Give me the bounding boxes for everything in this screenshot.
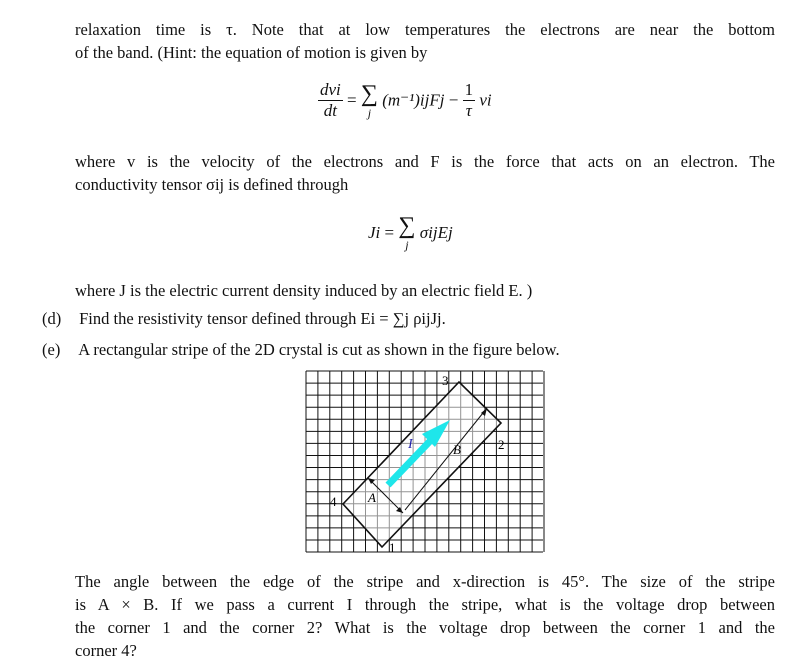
- eq1-lhs-denominator: dt: [323, 101, 337, 120]
- current-label: I: [408, 437, 413, 452]
- eq1-lhs-numerator: dvi: [320, 80, 341, 99]
- closing-paragraph: [75, 570, 775, 662]
- eq1-term: (m⁻¹)ijFj: [382, 90, 445, 110]
- closing-line-3: the corner 1 and the corner 2? What is the voltage drop between the corner 1 and the: [75, 618, 775, 637]
- closing-line-4: corner 4?: [75, 641, 137, 660]
- eq1-tail: vi: [479, 90, 492, 110]
- item-d: [42, 307, 446, 330]
- where-current-paragraph: [75, 279, 775, 302]
- item-e: [42, 338, 560, 361]
- corner-label-2: 2: [498, 437, 505, 452]
- eq1-damping-denominator: τ: [465, 101, 472, 120]
- eq2-term: σijEj: [419, 223, 453, 242]
- eq1-lhs-fraction: [318, 80, 343, 121]
- corner-label-4: 4: [330, 494, 337, 509]
- conductivity-equation: Ji = ∑ j σijEj: [368, 213, 453, 252]
- intro-paragraph: [75, 18, 775, 64]
- corner-label-3: 3: [442, 373, 449, 388]
- corner-label-1: 1: [389, 540, 396, 554]
- eq1-sum: ∑ j: [360, 80, 378, 120]
- dim-label-a: A: [368, 490, 376, 505]
- item-e-label: (e): [42, 340, 61, 359]
- where2-line: where J is the electric current density induced by an electric field E. ): [75, 281, 533, 300]
- intro-line-1: relaxation time is τ. Note that at low temperatures the electrons are near the bottom: [75, 20, 775, 39]
- where-velocity-paragraph: [75, 150, 775, 196]
- closing-line-1: The angle between the edge of the stripe and x-direction is 45°. The size of the stripe: [75, 572, 775, 591]
- eq2-lhs: Ji: [368, 223, 381, 242]
- item-d-text: Find the resistivity tensor defined through Ei = ∑j ρijJj.: [79, 309, 446, 328]
- stripe-figure: [305, 370, 545, 554]
- equation-of-motion: $\frac{\text{dvi}}{dt}$ = ∑ j (m⁻¹)ijFj − $\frac{1}{\tau}$ vi: [320, 80, 492, 120]
- item-e-text: A rectangular stripe of the 2D crystal is cut as shown in the figure below.: [78, 340, 560, 359]
- eq1-sum-index: j: [367, 105, 372, 120]
- eq1-damping-numerator: 1: [464, 80, 474, 99]
- eq2-sum: ∑ j: [398, 213, 416, 252]
- dim-label-b: B: [453, 442, 461, 457]
- eq2-sum-index: j: [405, 238, 409, 252]
- where1-line-2: conductivity tensor σij is defined through: [75, 175, 349, 194]
- item-d-label: (d): [42, 309, 62, 328]
- intro-line-2: of the band. (Hint: the equation of motion is given by: [75, 43, 428, 62]
- eq1-damping-fraction: [463, 80, 476, 121]
- closing-line-2: is A × B. If we pass a current I through the stripe, what is the voltage drop between: [75, 595, 775, 614]
- where1-line-1: where v is the velocity of the electrons and F is the force that acts on an electron. The: [75, 152, 775, 171]
